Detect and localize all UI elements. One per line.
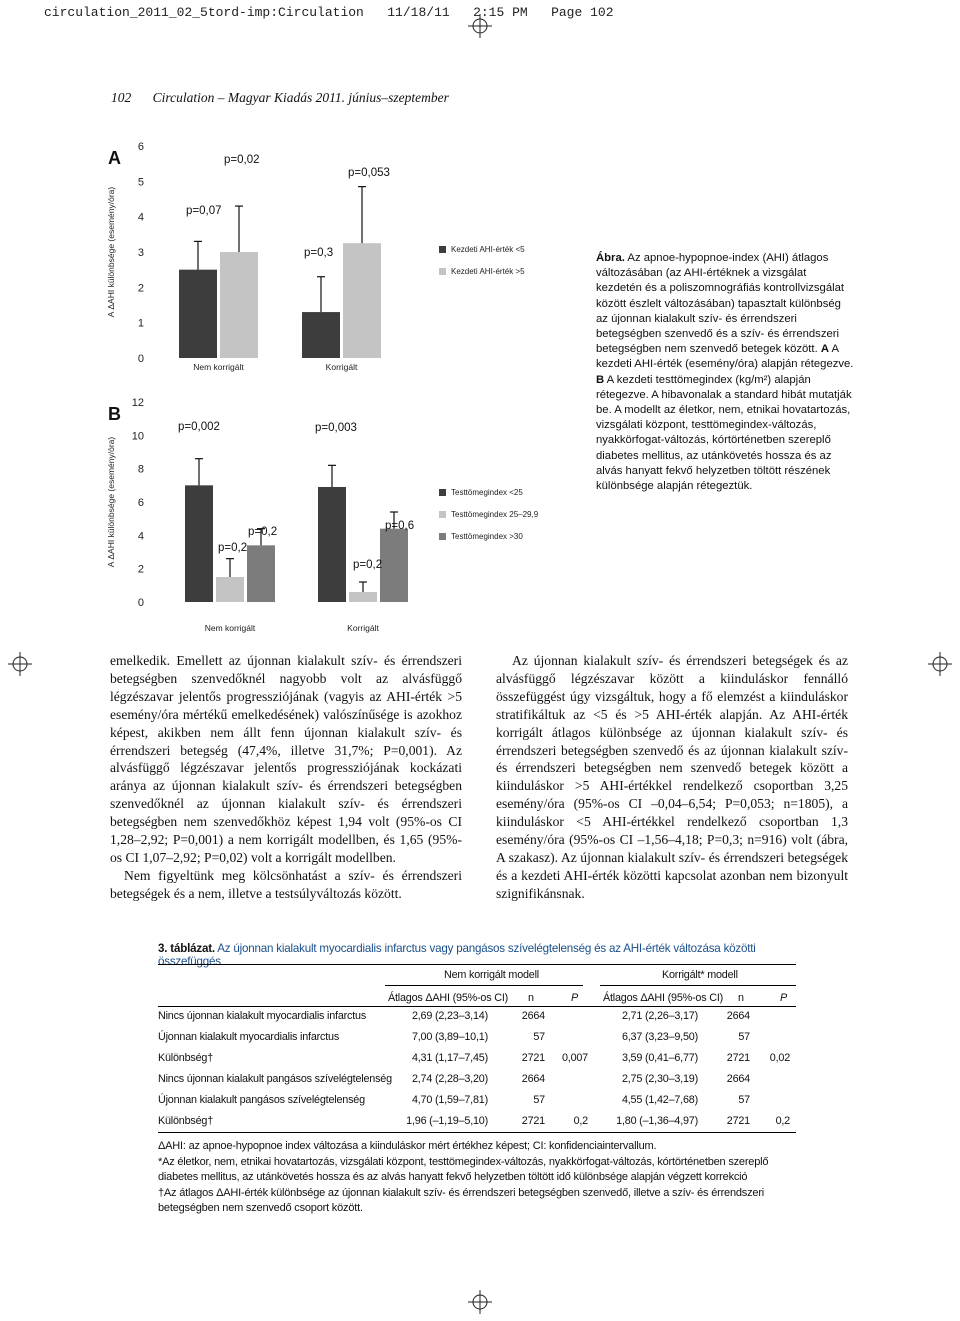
- y-axis-label: A ΔAHI különbsége (esemény/óra): [106, 186, 116, 318]
- legend-swatch: [439, 511, 446, 518]
- table-cell: 2664: [521, 1073, 545, 1085]
- y-tick-label: 3: [137, 247, 144, 259]
- paragraph: emelkedik. Emellett az újonnan kialakult szív- és érrendszeri betegségben szenvedőknél nagyobb volt az alvásfüggő légzészavar jelentős progressziójának (vagyis az AHI-érték >5 esemény/óra mértékű emelkedésének) valószínűsége is azokhoz képest, akikben nem állt fenn újonnan kialakult szív- és érrendszeri betegség (47,4%, illetve 31,7%; P=0,001). Az alvásfüggő légzészavar jelentős progressziójának kockázati aránya az újonnan kialakult szív- és érrendszeri betegségben szenvedőknél az újonnan kialakult szív- és érrendszeri betegségben nem szenvedőkhöz képest 1,94 volt (95%-os CI 1,28–2,92; P=0,001) a nem korrigált modellben, és 1,65 (95%-os CI 1,07–2,92; P=0,02) volt a korrigált modellben.: [110, 653, 462, 865]
- table-col-header: Átlagos ΔAHI (95%-os CI): [603, 992, 724, 1004]
- legend-swatch: [439, 246, 446, 253]
- table-cell: 0,2: [775, 1115, 790, 1127]
- category-label: Nem korrigált: [204, 623, 256, 633]
- paragraph: Nem figyeltünk meg kölcsönhatást a szív- és érrendszeri betegségek és a nem, illetve a testsúlyváltozás között.: [110, 867, 462, 901]
- legend-swatch: [439, 533, 446, 540]
- caption-a-label: A: [820, 343, 830, 356]
- y-tick-label: 6: [137, 141, 144, 153]
- table-cell: 57: [533, 1094, 545, 1106]
- table-rule-header: [158, 1006, 796, 1007]
- p-value-label: p=0,2: [353, 559, 383, 571]
- y-tick-label: 0: [137, 353, 144, 365]
- bar: [179, 270, 217, 358]
- table-note: ΔAHI: az apnoe-hypopnoe index változása a kiinduláskor mért értékhez képest; CI: konfidenciaintervallum.: [158, 1140, 657, 1152]
- p-value-label: p=0,6: [385, 520, 415, 532]
- table-cell: 1,80 (–1,36–4,97): [616, 1115, 698, 1127]
- panel-letter: A: [108, 148, 121, 168]
- table-rule-bottom: [158, 1132, 796, 1133]
- table-group-rule: [600, 985, 796, 986]
- y-tick-label: 0: [137, 597, 144, 609]
- bar: [318, 487, 346, 602]
- y-tick-label: 8: [137, 463, 144, 476]
- table-cell: 4,55 (1,42–7,68): [621, 1094, 698, 1106]
- table-row-label: Nincs újonnan kialakult myocardialis infarctus: [158, 1010, 367, 1022]
- paragraph: Az újonnan kialakult szív- és érrendszeri betegségek és az alvásfüggő légzészavar között a kiinduláskor fennálló összefüggést úgy vizsgáltuk, hogy a fő elemzést a kiinduláskor stratifikáltuk az <5 és >5 AHI-érték alapján. Az AHI-érték korrigált átlagos különbsége az újonnan kialakult szív- és érrendszeri betegségben szenvedő és az újonnan kialakult szív- és érrendszeri betegségben nem szenvedő betegek között a kiinduláskor >5 AHI-értékkel rendelkező csoportban 3,25 esemény/óra (95%-os CI –0,04–6,54; P=0,053; n=1805), a kiinduláskor <5 AHI-értékkel rendelkező csoportban 1,3 esemény/óra (95%-os CI –1,56–4,18; P=0,3; n=916) volt (ábra, A szakasz). Az újonnan kialakult szív- és érrendszeri betegségek és a kezdeti AHI-érték közötti kapcsolat azonban nem bizonyult szignifikánsnak.: [496, 653, 848, 901]
- p-value-label: p=0,02: [224, 154, 260, 166]
- table-row-label: Nincs újonnan kialakult pangásos szívelégtelenség: [158, 1073, 392, 1085]
- running-head: [111, 90, 449, 106]
- table-cell: 57: [738, 1031, 750, 1043]
- p-value-label: p=0,003: [315, 422, 357, 434]
- y-tick-label: 12: [131, 397, 144, 409]
- table-group-header: Nem korrigált modell: [444, 969, 540, 981]
- table-cell: 4,70 (1,59–7,81): [411, 1094, 488, 1106]
- p-value-label: p=0,07: [186, 205, 222, 217]
- table-note: †Az átlagos ΔAHI-érték különbsége az újonnan kialakult szív- és érrendszeri betegségben szenvedő, illetve a szív- és érrendszeri betegségben nem szenvedő csoport között.: [158, 1187, 765, 1215]
- caption-b-text: A kezdeti testtömegindex (kg/m²) alapján rétegezve. A hibavonalak a standard hibát mutatják be. A modellt az életkor, nem, etnikai hovatartozás, vizsgálati központ, testtömegindex-változás, nyakkörfogat-változás, kórtörténetben szereplő diabetes mellitus, az utánkövetés hossza és az alvás hanyatt fekvő helyzetben töltött részének különbsége alapján rétegeztük.: [596, 373, 852, 493]
- table-col-header: P: [571, 992, 579, 1004]
- y-tick-label: 2: [137, 563, 144, 576]
- bar: [380, 529, 408, 602]
- page-number: 102: [111, 90, 132, 105]
- table-col-header: P: [780, 992, 788, 1004]
- bar: [302, 312, 340, 358]
- legend-swatch: [439, 268, 446, 275]
- table-cell: 0,2: [573, 1115, 588, 1127]
- panel-letter: B: [108, 404, 121, 424]
- p-value-label: p=0,002: [178, 421, 220, 433]
- table-cell: 2664: [726, 1073, 750, 1085]
- figure-caption: [596, 251, 854, 494]
- figure-chart: [100, 132, 570, 642]
- body-column-left: [110, 652, 462, 903]
- registration-mark-icon: [8, 652, 32, 676]
- table-number: 3. táblázat.: [158, 942, 215, 955]
- caption-label: Ábra.: [596, 252, 625, 264]
- legend-label: Testtömegindex <25: [451, 488, 523, 497]
- table-group-rule: [385, 985, 583, 986]
- legend-label: Kezdeti AHI-érték >5: [451, 267, 525, 276]
- table-cell: 2,71 (2,26–3,17): [621, 1010, 698, 1022]
- table-col-header: n: [738, 992, 744, 1004]
- registration-mark-icon: [928, 652, 952, 676]
- table-row-label: Újonnan kialakult pangásos szívelégtelenség: [158, 1094, 365, 1106]
- table-group-header: Korrigált* modell: [662, 969, 738, 981]
- category-label: Nem korrigált: [193, 362, 244, 372]
- y-tick-label: 6: [137, 497, 144, 509]
- table-cell: 2,75 (2,30–3,19): [621, 1073, 698, 1085]
- table-col-header: Átlagos ΔAHI (95%-os CI): [388, 992, 509, 1004]
- table-row-label: Különbség†: [158, 1115, 214, 1127]
- table-cell: 0,007: [561, 1052, 588, 1064]
- p-value-label: p=0,053: [348, 167, 390, 179]
- table-cell: 1,96 (–1,19–5,10): [406, 1115, 488, 1127]
- bar: [220, 252, 258, 358]
- bar: [349, 592, 377, 602]
- table-cell: 57: [533, 1031, 545, 1043]
- bar: [247, 545, 275, 602]
- table-cell: 2721: [726, 1115, 750, 1127]
- table-cell: 2721: [521, 1052, 545, 1064]
- print-slug: circulation_2011_02_5tord-imp:Circulation 11/18/11 2:15 PM Page 102: [44, 5, 614, 20]
- y-tick-label: 5: [137, 176, 144, 189]
- p-value-label: p=0,2: [218, 542, 248, 554]
- table-title-text: Az újonnan kialakult myocardialis infarctus vagy pangásos szívelégtelenség és az AHI-érték változása közötti összefüggés: [158, 942, 756, 968]
- p-value-label: p=0,3: [304, 247, 334, 259]
- table-cell: 0,02: [769, 1052, 790, 1064]
- y-tick-label: 4: [137, 530, 144, 543]
- legend-label: Testtömegindex >30: [451, 532, 523, 541]
- caption-b-label: B: [596, 373, 605, 386]
- table-cell: 6,37 (3,23–9,50): [621, 1031, 698, 1043]
- table-row-label: Újonnan kialakult myocardialis infarctus: [158, 1031, 340, 1043]
- table-cell: 2,69 (2,23–3,14): [411, 1010, 488, 1022]
- bar: [343, 243, 381, 358]
- registration-mark-icon: [468, 14, 492, 38]
- category-label: Korrigált: [347, 623, 379, 633]
- table-note: *Az életkor, nem, etnikai hovatartozás, vizsgálati központ, testtömegindex-változás, nyakkörfogat-változás, kórtörténetben szereplő diabetes mellitus, az utánkövetés hossza és az alvás hanyatt fekvő helyzetben töltött idő különbsége alapján végzett korrekció: [158, 1156, 769, 1184]
- y-tick-label: 4: [137, 211, 144, 224]
- caption-a-text: A kezdeti AHI-érték (esemény/óra) alapján rétegezve.: [596, 343, 854, 371]
- table-cell: 2664: [726, 1010, 750, 1022]
- y-tick-label: 1: [137, 317, 144, 330]
- table-cell: 2664: [521, 1010, 545, 1022]
- legend-swatch: [439, 489, 446, 496]
- table-cell: 3,59 (0,41–6,77): [621, 1052, 698, 1064]
- y-tick-label: 10: [131, 430, 144, 443]
- table-cell: 2721: [521, 1115, 545, 1127]
- table-cell: 57: [738, 1094, 750, 1106]
- table-row-label: Különbség†: [158, 1052, 214, 1064]
- table-cell: 4,31 (1,17–7,45): [411, 1052, 488, 1064]
- journal-title: Circulation – Magyar Kiadás 2011. június–szeptember: [152, 90, 449, 105]
- p-value-label: p=0,2: [248, 526, 278, 538]
- category-label: Korrigált: [325, 362, 358, 372]
- y-axis-label: A ΔAHI különbsége (esemény/óra): [106, 436, 116, 568]
- table-cell: 7,00 (3,89–10,1): [411, 1031, 488, 1043]
- caption-text: Az apnoe-hypopnoe-index (AHI) átlagos változásában (az AHI-értéknek a vizsgálat kezdetén és a poliszomnográfiás kontrollvizsgálat között észlelt változásában) tapasztalt különbség az újonnan kialakult szív- és érrendszeri betegségben szenvedő és a szív- és érrendszeri betegségben nem szenvedő betegek között.: [596, 252, 845, 356]
- y-tick-label: 2: [137, 282, 144, 295]
- bar: [216, 577, 244, 602]
- table-rule-top: [158, 964, 796, 965]
- bar: [185, 485, 213, 602]
- body-column-right: [496, 652, 848, 903]
- legend-label: Kezdeti AHI-érték <5: [451, 245, 525, 254]
- legend-label: Testtömegindex 25–29,9: [451, 510, 539, 519]
- table-col-header: n: [528, 992, 534, 1004]
- table-cell: 2721: [726, 1052, 750, 1064]
- table-cell: 2,74 (2,28–3,20): [411, 1073, 488, 1085]
- registration-mark-icon: [468, 1290, 492, 1314]
